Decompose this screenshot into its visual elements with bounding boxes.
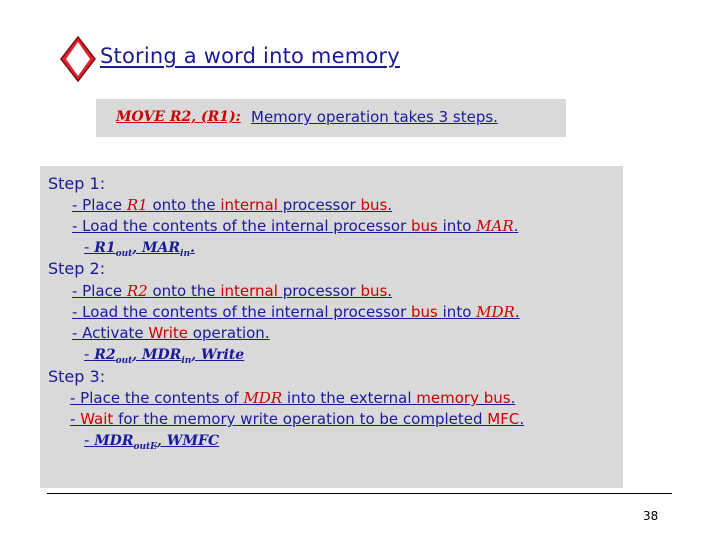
step2-line3: - Activate Write operation. [72,324,270,342]
diamond-bullet-icon [59,36,97,82]
step1-line1: - Place R1 onto the internal processor bus. [72,196,393,214]
step1-line2: - Load the contents of the internal processor bus into MAR. [72,217,519,235]
step2-heading: Step 2: [48,259,106,278]
step3-line3: - $MDR_{outE}$, WMFC [84,431,220,452]
step2-line2: - Load the contents of the internal processor bus into MDR. [72,303,520,321]
step3-line1: - Place the contents of MDR into the external memory bus. [70,389,516,407]
slide-title: Storing a word into memory [100,44,400,68]
footer-divider [47,493,672,494]
step1-heading: Step 1: [48,174,106,193]
step2-line4: - $R2_{out}$, $MDR_{in}$, Write [84,345,245,366]
step3-line2: - Wait for the memory write operation to be completed MFC. [70,410,525,428]
step3-heading: Step 3: [48,367,106,386]
steps-box [40,166,623,488]
instruction-box [96,99,566,137]
step1-line3: - $R1_{out}$, $MAR_{in}$. [84,238,195,259]
instruction-note: Memory operation takes 3 steps. [251,108,498,126]
step2-line1: - Place R2 onto the internal processor bus. [72,282,393,300]
page-number: 38 [643,509,659,523]
instruction-text: MOVE R2, (R1): [116,109,241,125]
